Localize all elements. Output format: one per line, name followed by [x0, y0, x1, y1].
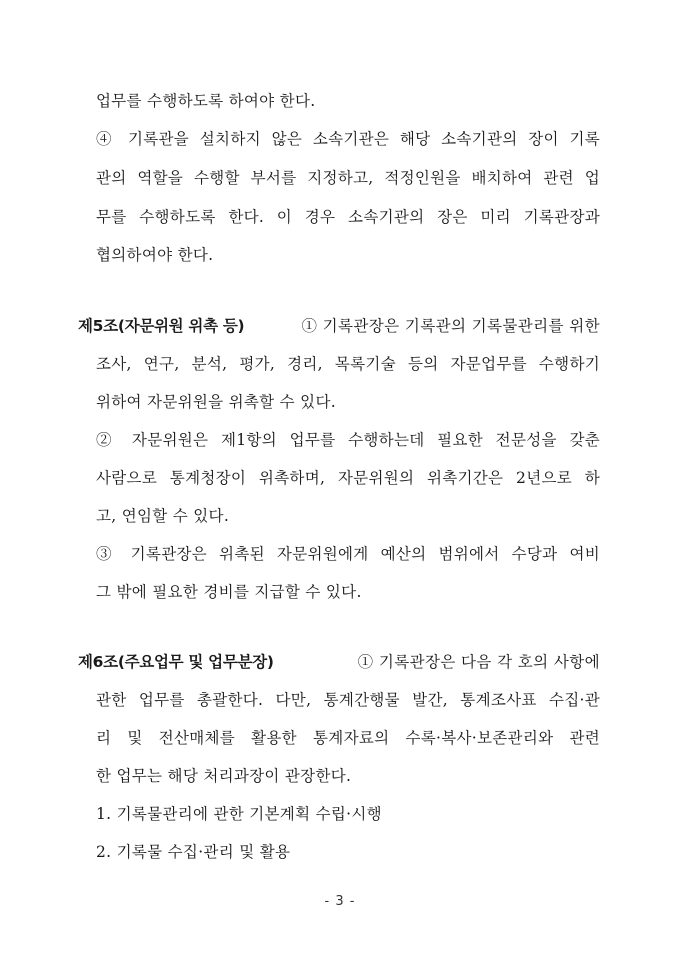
- page-number: - 3 -: [324, 894, 356, 909]
- list-item: 2. 기록물 수집·관리 및 활용: [96, 843, 291, 861]
- article-6-heading-line: [78, 652, 600, 672]
- paragraph-line: 고, 연임할 수 있다.: [96, 507, 230, 525]
- article-5-first-clause: ① 기록관장은 기록관의 기록물관리를 위한: [301, 317, 600, 335]
- paragraph-line: 사람으로 통계청장이 위촉하며, 자문위원의 위촉기간은 2년으로 하: [96, 469, 600, 487]
- article-6-first-clause: ① 기록관장은 다음 각 호의 사항에: [357, 653, 600, 671]
- paragraph-line: 협의하여야 한다.: [96, 246, 214, 264]
- paragraph-line: 그 밖에 필요한 경비를 지급할 수 있다.: [96, 583, 362, 601]
- paragraph-line: 리 및 전산매체를 활용한 통계자료의 수록·복사·보존관리와 관련: [96, 729, 600, 747]
- paragraph-line: 관한 업무를 총괄한다. 다만, 통계간행물 발간, 통계조사표 수집·관: [96, 691, 600, 709]
- paragraph-line: 위하여 자문위원을 위촉할 수 있다.: [96, 393, 336, 411]
- article-5-title: 제5조(자문위원 위촉 등): [78, 317, 245, 335]
- paragraph-line: 업무를 수행하도록 하여야 한다.: [96, 92, 316, 110]
- paragraph-line: ④ 기록관을 설치하지 않은 소속기관은 해당 소속기관의 장이 기록: [96, 130, 600, 148]
- paragraph-line: 조사, 연구, 분석, 평가, 경리, 목록기술 등의 자문업무를 수행하기: [96, 355, 600, 373]
- paragraph-line: ② 자문위원은 제1항의 업무를 수행하는데 필요한 전문성을 갖춘: [96, 431, 600, 449]
- list-item: 1. 기록물관리에 관한 기본계획 수립·시행: [96, 805, 382, 823]
- article-5-heading-line: [78, 316, 600, 336]
- paragraph-line: 무를 수행하도록 한다. 이 경우 소속기관의 장은 미리 기록관장과: [96, 208, 600, 226]
- paragraph-line: ③ 기록관장은 위촉된 자문위원에게 예산의 범위에서 수당과 여비: [96, 545, 600, 563]
- paragraph-line: 관의 역할을 수행할 부서를 지정하고, 적정인원을 배치하여 관련 업: [96, 169, 600, 187]
- paragraph-line: 한 업무는 해당 처리과장이 관장한다.: [96, 767, 352, 785]
- article-6-title: 제6조(주요업무 및 업무분장): [78, 653, 274, 671]
